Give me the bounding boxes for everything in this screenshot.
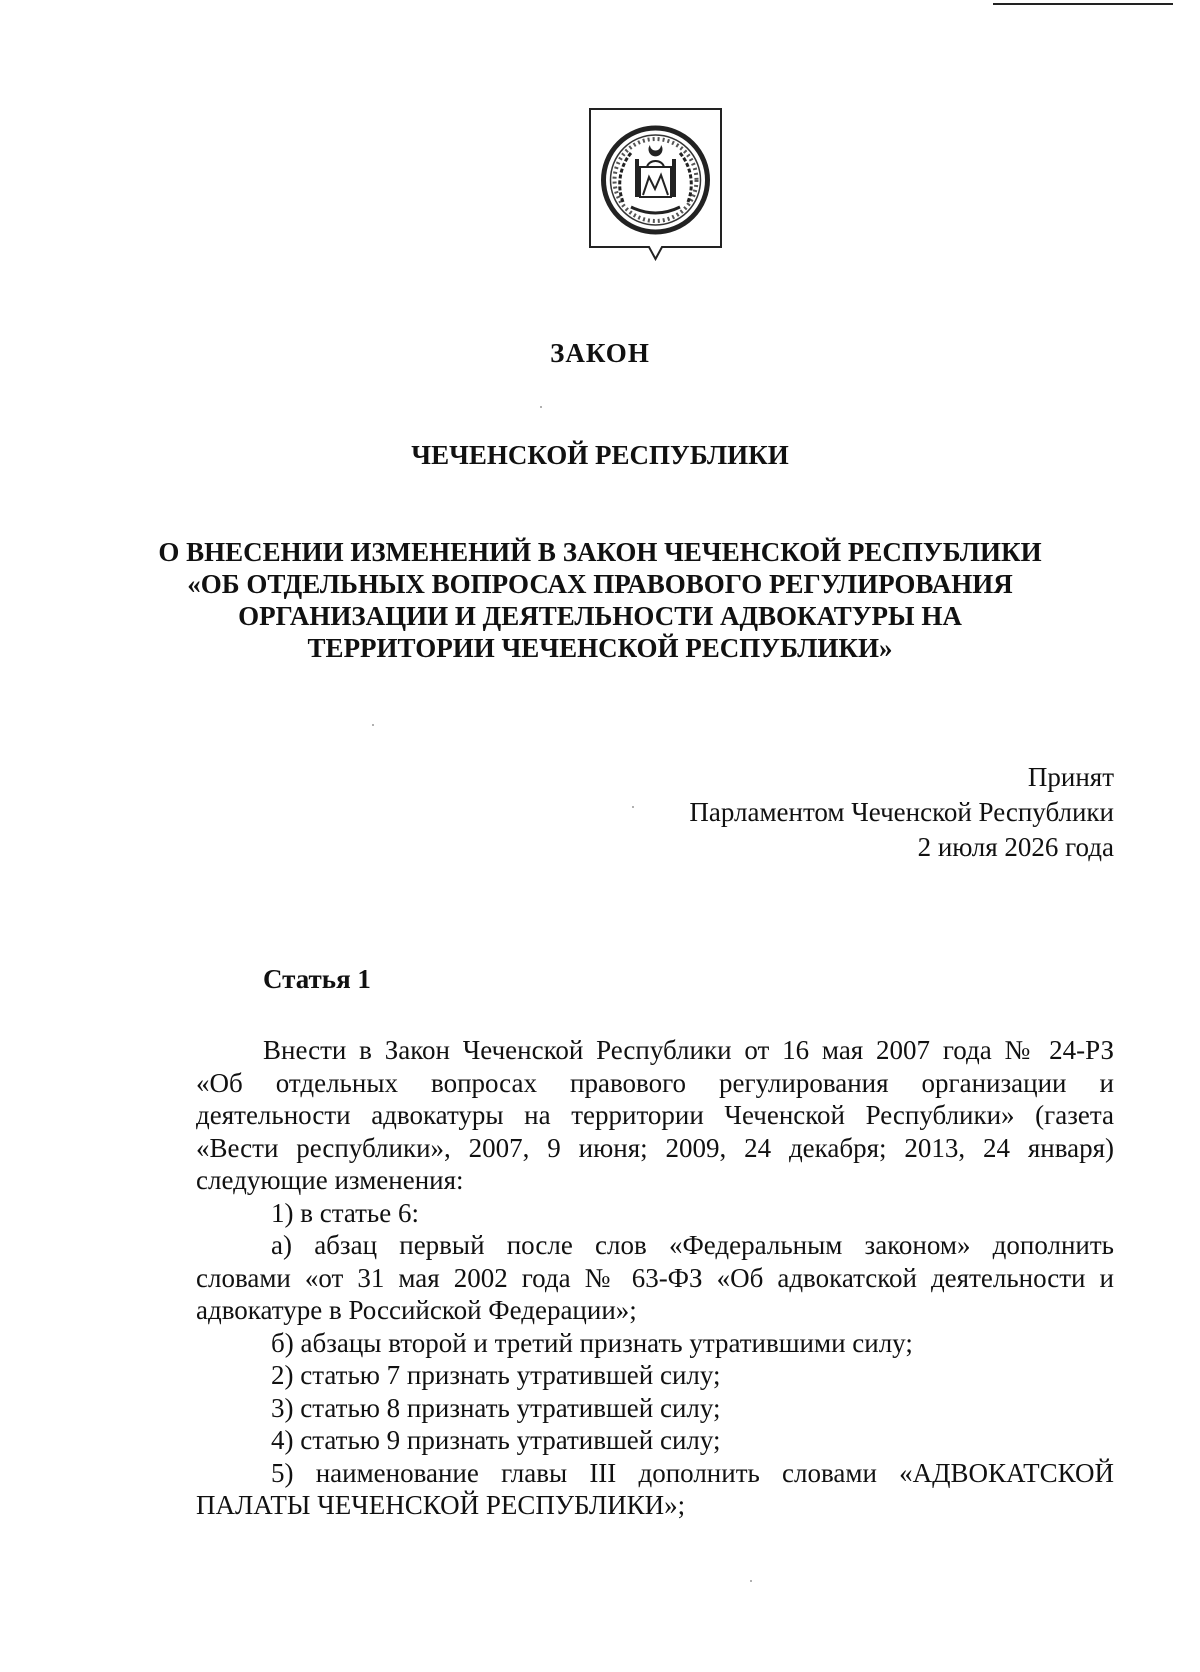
scan-speck: [750, 1580, 752, 1582]
article-body: [196, 1034, 1114, 1522]
body-line: б) абзацы второй и третий признать утратившими силу;: [271, 1327, 913, 1358]
body-line: а) абзац первый после слов «Федеральным законом» дополнить: [271, 1230, 1114, 1260]
body-line: «Об отдельных вопросах правового регулирования организации и: [196, 1067, 1114, 1098]
body-line: адвокатуре в Российской Федерации»;: [196, 1295, 637, 1325]
body-line: деятельности адвокатуры на территории Чеченской Республики» (газета: [196, 1100, 1114, 1130]
scan-speck: [540, 406, 542, 408]
body-line: 3) статью 8 признать утратившей силу;: [271, 1392, 721, 1423]
adoption-date: 2 июля 2026 года: [917, 832, 1114, 862]
top-edge-rule: [993, 3, 1173, 5]
law-title-line: ТЕРРИТОРИИ ЧЕЧЕНСКОЙ РЕСПУБЛИКИ»: [307, 633, 893, 663]
body-line: следующие изменения:: [196, 1165, 464, 1195]
article-heading: Статья 1: [263, 964, 371, 994]
body-line: Внести в Закон Чеченской Республики от 16 мая 2007 года № 24-РЗ: [263, 1035, 1114, 1065]
scan-speck: [372, 724, 374, 726]
body-line: 4) статью 9 признать утратившей силу;: [271, 1425, 721, 1455]
body-line: словами «от 31 мая 2002 года № 63-ФЗ «Об адвокатской деятельности и: [196, 1262, 1114, 1293]
body-line: «Вести республики», 2007, 9 июня; 2009, 24 декабря; 2013, 24 января): [196, 1132, 1114, 1163]
body-line: 5) наименование главы III дополнить словами «АДВОКАТСКОЙ: [271, 1457, 1114, 1488]
adoption-line: Принят: [1027, 762, 1114, 792]
law-title-line: ОРГАНИЗАЦИИ И ДЕЯТЕЛЬНОСТИ АДВОКАТУРЫ НА: [238, 601, 962, 631]
adoption-line: Парламентом Чеченской Республики: [689, 797, 1114, 827]
law-title-line: «ОБ ОТДЕЛЬНЫХ ВОПРОСАХ ПРАВОВОГО РЕГУЛИРОВАНИЯ: [187, 569, 1013, 599]
coat-of-arms-emblem-icon: [587, 107, 724, 272]
law-title: [0, 536, 1200, 664]
adoption-block: [689, 760, 1114, 865]
body-line: ПАЛАТЫ ЧЕЧЕНСКОЙ РЕСПУБЛИКИ»;: [196, 1490, 686, 1520]
body-line: 1) в статье 6:: [271, 1197, 419, 1228]
law-title-line: О ВНЕСЕНИИ ИЗМЕНЕНИЙ В ЗАКОН ЧЕЧЕНСКОЙ РЕСПУБЛИКИ: [158, 537, 1042, 567]
document-subheading: ЧЕЧЕНСКОЙ РЕСПУБЛИКИ: [411, 440, 789, 470]
scan-speck: [632, 806, 634, 808]
document-heading: ЗАКОН: [550, 338, 650, 368]
body-line: 2) статью 7 признать утратившей силу;: [271, 1360, 721, 1390]
